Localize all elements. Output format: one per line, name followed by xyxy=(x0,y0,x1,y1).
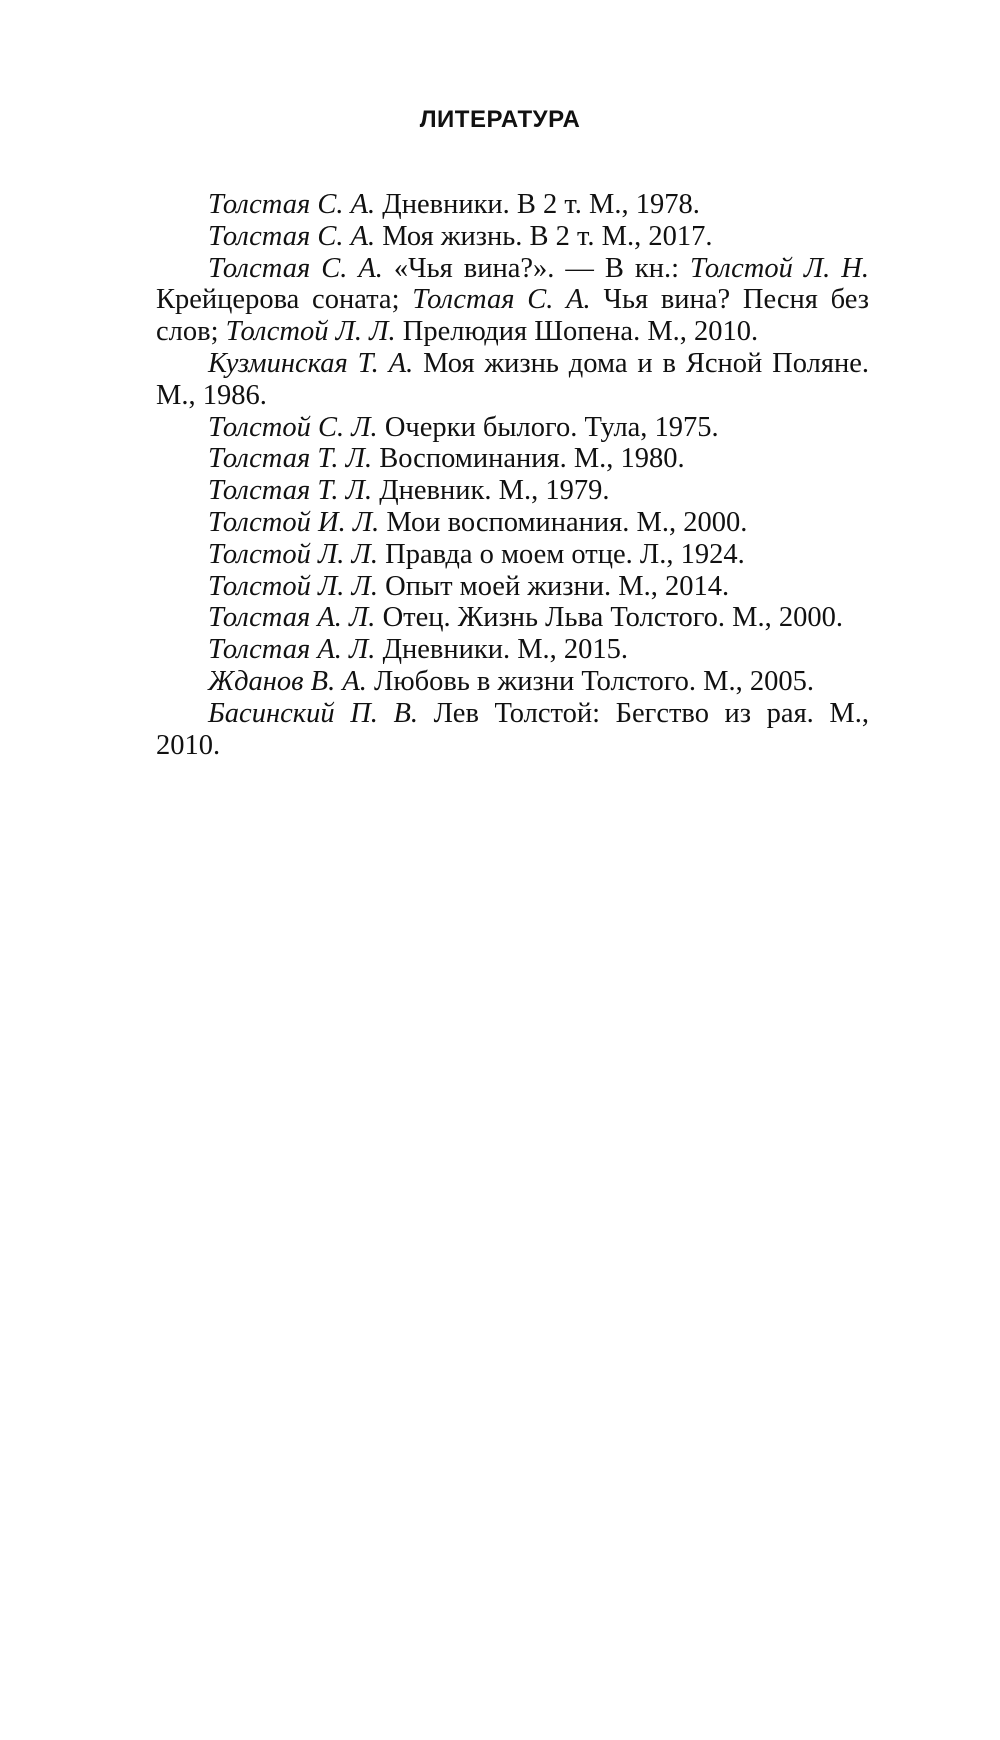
bibliography-entry xyxy=(156,571,869,603)
entry-text: Дневники. В 2 т. М., 1978. xyxy=(375,189,700,220)
entry-text: Правда о моем отце. Л., 1924. xyxy=(377,538,745,570)
bibliography-entry xyxy=(156,602,869,634)
entry-author: Толстой С. Л. xyxy=(208,411,378,443)
bibliography-entry xyxy=(156,698,869,762)
bibliography-entry xyxy=(156,666,869,698)
entry-author: Толстой И. Л. xyxy=(208,506,380,538)
entry-text: Отец. Жизнь Льва Толстого. М., 2000. xyxy=(375,602,844,634)
entry-author: Толстая С. А. xyxy=(208,220,376,252)
entry-author: Толстой Л. Л. xyxy=(225,316,396,348)
entry-text: Любовь в жизни Толстого. М., 2005. xyxy=(366,665,815,697)
bibliography-entry xyxy=(156,443,869,475)
entry-text: Мои воспоминания. М., 2000. xyxy=(379,506,748,538)
bibliography-entry xyxy=(156,507,869,539)
bibliography-entry xyxy=(156,348,869,412)
entry-author: Толстой Л. Л. xyxy=(208,538,378,570)
entry-text: Крейцерова соната; xyxy=(156,284,413,316)
bibliography-entry xyxy=(156,221,869,253)
entry-author: Толстой Л. Л. xyxy=(208,570,378,602)
entry-author: Толстая Т. Л. xyxy=(208,475,373,507)
entry-author: Толстая А. Л. xyxy=(208,634,376,666)
bibliography-entry xyxy=(156,412,869,444)
bibliography-entry xyxy=(156,475,869,507)
bibliography-list xyxy=(156,189,869,761)
entry-text: Моя жизнь. В 2 т. М., 2017. xyxy=(375,220,713,252)
entry-author: Толстая С. А. xyxy=(412,284,591,316)
bibliography-entry xyxy=(156,539,869,571)
entry-text: Прелюдия Шопена. М., 2010. xyxy=(395,316,759,348)
entry-author: Толстая С. А. xyxy=(208,252,383,284)
entry-author: Толстой Л. Н. xyxy=(690,252,869,284)
entry-text: «Чья вина?». — В кн.: xyxy=(382,252,690,284)
entry-text: Дневник. М., 1979. xyxy=(372,475,610,507)
entry-text: Очерки былого. Тула, 1975. xyxy=(377,411,719,443)
entry-text: Чья вина? Песня без слов; xyxy=(156,284,869,348)
entry-text: Лев Толстой: Бегство из рая. М., 2010. xyxy=(156,697,869,761)
entry-author: Толстая А. Л. xyxy=(208,602,376,634)
entry-text: Дневники. М., 2015. xyxy=(375,634,629,666)
entry-text: Моя жизнь дома и в Ясной Поляне. М., 1986. xyxy=(156,347,869,411)
entry-text: Опыт моей жизни. М., 2014. xyxy=(377,570,730,602)
entry-author: Толстая Т. Л. xyxy=(208,443,373,475)
entry-author: Басинский П. В. xyxy=(208,697,419,729)
page-heading: ЛИТЕРАТУРА xyxy=(419,106,581,133)
bibliography-entry xyxy=(156,189,869,221)
entry-text: Воспоминания. М., 1980. xyxy=(372,443,685,475)
entry-author: Толстая С. А. xyxy=(208,189,376,220)
entry-author: Кузминская Т. А. xyxy=(208,347,414,379)
bibliography-entry xyxy=(156,253,869,348)
bibliography-entry xyxy=(156,634,869,666)
entry-author: Жданов В. А. xyxy=(208,665,367,697)
